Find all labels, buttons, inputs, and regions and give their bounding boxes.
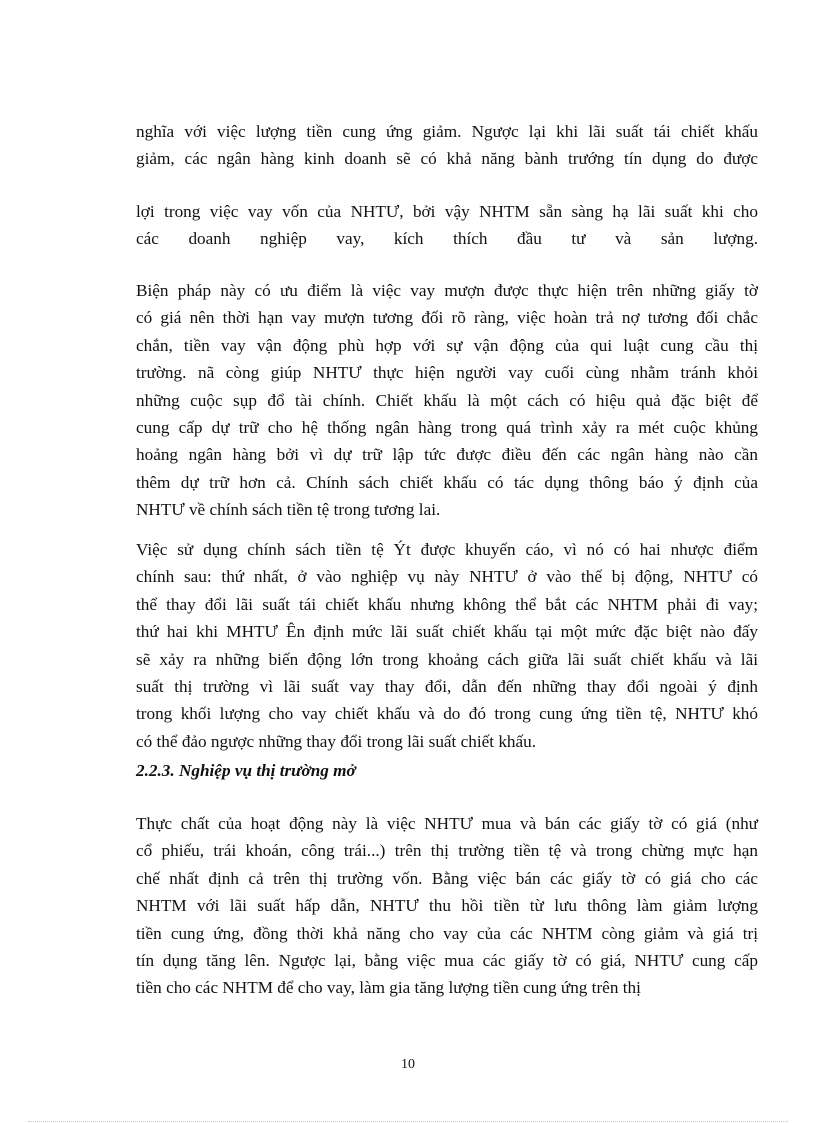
text-line: tín dụng tăng lên. Ngược lại, bằng việc mua các giấy tờ có giá, NHTƯ cung cấp — [136, 951, 758, 971]
text-line: tiền cho các NHTM để cho vay, làm gia tăng lượng tiền cung ứng trên thị — [136, 978, 641, 998]
text-line: những cuộc sụp đổ tài chính. Chiết khấu là một cách có hiệu quả đặc biệt để — [136, 390, 758, 410]
text-line: trong khối lượng cho vay chiết khấu và do đó trong cung ứng tiền tệ, NHTƯ khó — [136, 704, 758, 724]
page-number: 10 — [401, 1057, 415, 1072]
paragraph-2 — [136, 198, 758, 253]
text-line: các doanh nghiệp vay, kích thích đầu tư và sản lượng. — [136, 229, 758, 249]
page-bottom-divider — [28, 1121, 788, 1122]
text-line: có giá nên thời hạn vay mượn tương đối rõ ràng, việc hoàn trả nợ tương đối chắc — [136, 308, 758, 328]
text-line: có thể đảo ngược những thay đổi trong lãi suất chiết khấu. — [136, 731, 537, 751]
text-line: tiền cung ứng, đồng thời khả năng cho vay của các NHTM còng giảm và giá trị — [136, 923, 758, 943]
text-line: thêm dự trữ hơn cả. Chính sách chiết khấu có tác dụng thông báo ý định của — [136, 472, 758, 492]
text-line: lợi trong việc vay vốn của NHTƯ, bởi vậy NHTM sẵn sàng hạ lãi suất khi cho — [136, 202, 758, 221]
text-line: Biện pháp này có ưu điểm là việc vay mượn được thực hiện trên những giấy tờ — [136, 281, 758, 300]
paragraph-4 — [136, 536, 758, 755]
text-line: Việc sử dụng chính sách tiền tệ Ýt được khuyến cáo, vì nó có hai nhược điểm — [136, 540, 758, 559]
text-line: chính sau: thứ nhất, ở vào nghiệp vụ này NHTƯ ở vào thế bị động, NHTƯ có — [136, 567, 758, 587]
text-line: chế nhất định cả trên thị trường vốn. Bằng việc bán các giấy tờ có giá cho các — [136, 868, 758, 888]
text-line: Thực chất của hoạt động này là việc NHTƯ mua và bán các giấy tờ có giá (như — [136, 814, 758, 833]
section-heading: 2.2.3. Nghiệp vụ thị trường mở — [136, 761, 356, 780]
text-line: giảm, các ngân hàng kinh doanh sẽ có khả năng bành trướng tín dụng do được — [136, 149, 758, 169]
text-line: sẽ xảy ra những biến động lớn trong khoảng cách giữa lãi suất chiết khấu và lãi — [136, 649, 758, 669]
text-line: thứ hai khi MHTƯ Ên định mức lãi suất chiết khấu tại một mức đặc biệt nào đấy — [136, 622, 758, 642]
text-line: NHTM với lãi suất hấp dẫn, NHTƯ thu hồi tiền từ lưu thông làm giảm lượng — [136, 896, 758, 916]
text-line: NHTƯ về chính sách tiền tệ trong tương lai. — [136, 500, 441, 520]
paragraph-1 — [136, 118, 758, 173]
paragraph-3 — [136, 277, 758, 524]
text-line: cung cấp dự trữ cho hệ thống ngân hàng trong quá trình xảy ra mét cuộc khủng — [136, 418, 758, 438]
text-line: chắn, tiền vay vận động phù hợp với sự vận động của qui luật cung cầu thị — [136, 335, 758, 355]
text-line: nghĩa với việc lượng tiền cung ứng giảm. Ngược lại khi lãi suất tái chiết khấu — [136, 122, 758, 141]
paragraph-5 — [136, 810, 758, 1002]
text-line: thể thay đổi lãi suất tái chiết khấu nhưng không thể bắt các NHTM phải đi vay; — [136, 594, 758, 614]
text-line: hoảng ngân hàng bởi vì dự trữ lập tức được điều đến các ngân hàng nào cần — [136, 445, 758, 465]
text-line: suất thị trường vì lãi suất vay thay đổi, dẫn đến những thay đổi ngoài ý định — [136, 677, 758, 697]
text-line: cổ phiếu, trái khoán, công trái...) trên thị trường tiền tệ và trong chừng mực hạn — [136, 841, 758, 861]
text-line: trường. nã còng giúp NHTƯ thực hiện người vay cuối cùng nhằm tránh khỏi — [136, 363, 758, 383]
